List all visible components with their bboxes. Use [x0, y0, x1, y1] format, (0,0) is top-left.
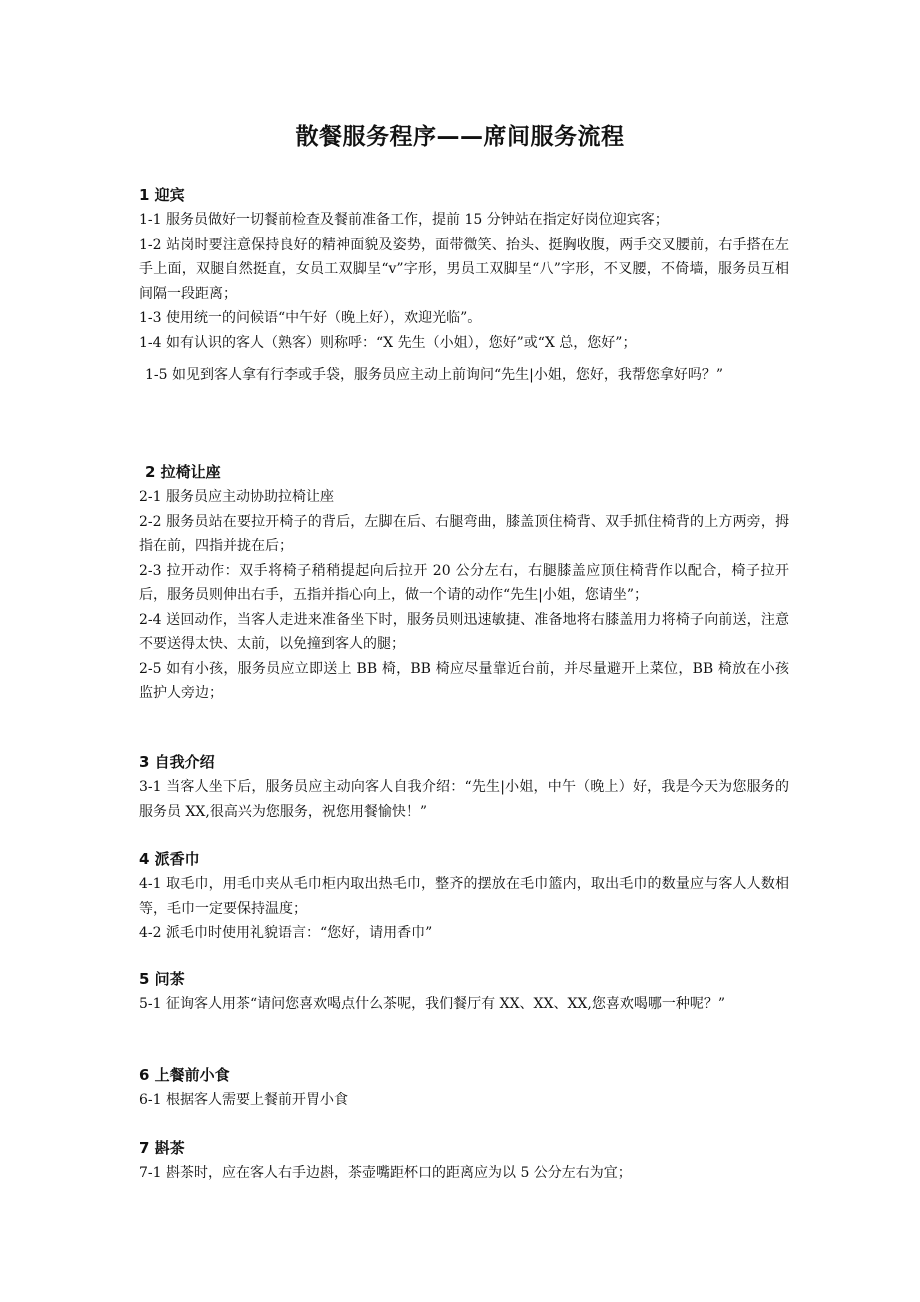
- section-heading: 7 斟茶: [139, 1139, 185, 1157]
- section-item: 1-1 服务员做好一切餐前检查及餐前准备工作，提前 15 分钟站在指定好岗位迎宾客；: [139, 212, 669, 228]
- section-3-self-introduction: [139, 750, 789, 824]
- section-heading: 2 拉椅让座: [145, 463, 221, 481]
- section-item: 7-1 斟茶时，应在客人右手边斟，茶壶嘴距杯口的距离应为以 5 公分左右为宜；: [139, 1165, 632, 1181]
- section-item: 5-1 征询客人用茶“请问您喜欢喝点什么茶呢，我们餐厅有 XX、XX、XX,您喜欢喝哪一种呢？”: [139, 996, 726, 1012]
- section-2-chair-service: [139, 460, 789, 706]
- section-item: 2-3 拉开动作：双手将椅子稍稍提起向后拉开 20 公分左右，右腿膝盖应顶住椅背作以配合，椅子拉开后，服务员则伸出右手，五指并指心向上，做一个请的动作“先生|小姐，您请坐”；: [139, 562, 789, 603]
- section-6-appetizers: [139, 1063, 789, 1113]
- section-heading: 4 派香巾: [139, 850, 200, 868]
- section-heading: 6 上餐前小食: [139, 1066, 230, 1084]
- section-5-tea-inquiry: [139, 967, 789, 1017]
- section-item: 1-3 使用统一的问候语“中午好（晚上好），欢迎光临”。: [139, 310, 482, 326]
- section-item: 3-1 当客人坐下后，服务员应主动向客人自我介绍：“先生|小姐，中午（晚上）好，我是今天为您服务的服务员 XX,很高兴为您服务，祝您用餐愉快！”: [139, 779, 789, 820]
- section-heading: 1 迎宾: [139, 186, 185, 204]
- section-1-greeting: [139, 183, 789, 388]
- section-item: 4-1 取毛巾，用毛巾夹从毛巾柜内取出热毛巾，整齐的摆放在毛巾篮内，取出毛巾的数量应与客人人数相等，毛巾一定要保持温度；: [139, 876, 789, 917]
- section-heading: 3 自我介绍: [139, 753, 215, 771]
- section-4-towels: [139, 847, 789, 946]
- document-title: 散餐服务程序——席间服务流程: [295, 124, 625, 150]
- section-item: 2-5 如有小孩，服务员应立即送上 BB 椅，BB 椅应尽量靠近台前，并尽量避开上菜位，BB 椅放在小孩监护人旁边；: [139, 660, 789, 701]
- section-7-pour-tea: [139, 1136, 789, 1186]
- section-item: 1-2 站岗时要注意保持良好的精神面貌及姿势，面带微笑、抬头、挺胸收腹，两手交叉腰前，右手搭在左手上面，双腿自然挺直，女员工双脚呈“v”字形，男员工双脚呈“八”字形，不叉腰，不倚墙，服务员互相间隔一段距离；: [139, 236, 789, 302]
- section-item: 4-2 派毛巾时使用礼貌语言：“您好，请用香巾”: [139, 925, 433, 941]
- section-item: 1-5 如见到客人拿有行李或手袋，服务员应主动上前询问“先生|小姐，您好，我帮您拿好吗？”: [145, 367, 724, 383]
- section-item: 2-2 服务员站在要拉开椅子的背后，左脚在后、右腿弯曲，膝盖顶住椅背、双手抓住椅背的上方两旁，拇指在前，四指并拢在后；: [139, 513, 789, 554]
- section-item: 2-4 送回动作，当客人走进来准备坐下时，服务员则迅速敏捷、准备地将右膝盖用力将椅子向前送，注意不要送得太快、太前，以免撞到客人的腿；: [139, 611, 789, 652]
- section-item: 6-1 根据客人需要上餐前开胃小食: [139, 1092, 348, 1108]
- section-heading: 5 问茶: [139, 970, 185, 988]
- section-item: 2-1 服务员应主动协助拉椅让座: [139, 489, 334, 505]
- section-item: 1-4 如有认识的客人（熟客）则称呼：“X 先生（小姐），您好”或“X 总，您好”；: [139, 334, 637, 351]
